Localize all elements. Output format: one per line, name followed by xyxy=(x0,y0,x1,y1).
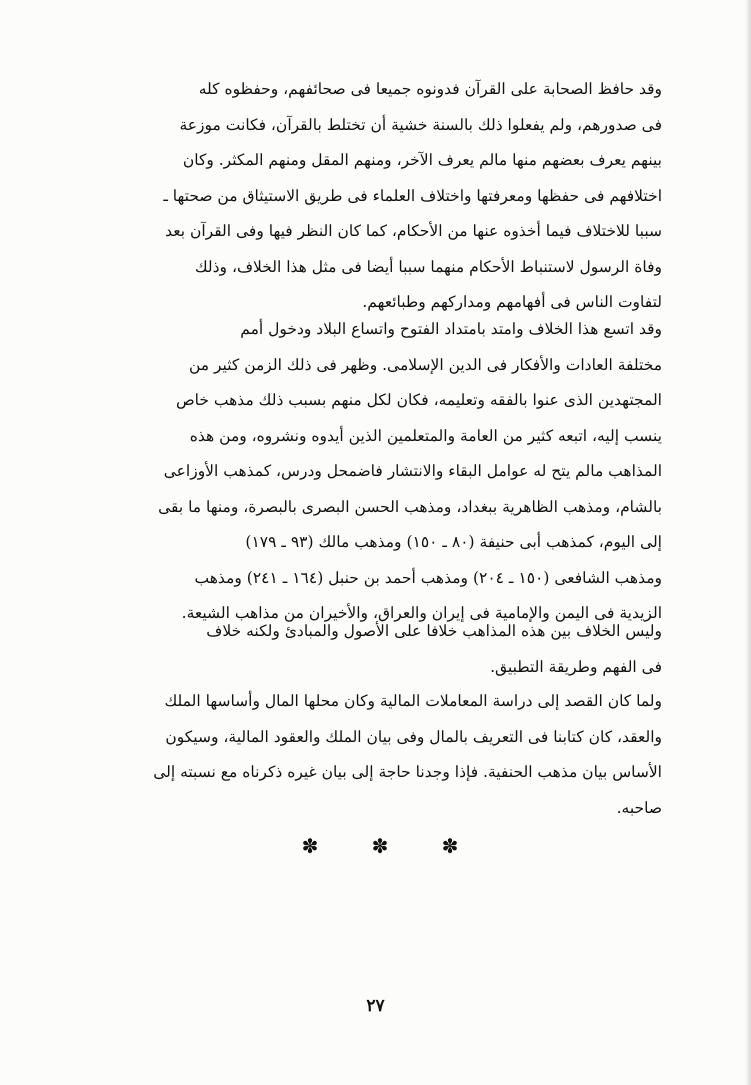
text-line: وليس الخلاف بين هذه المذاهب خلافا على الأصول والمبادئ ولكنه خلاف xyxy=(206,622,662,640)
text-line: والعقد، كان كتابنا فى التعريف بالمال وفى بيان الملك والعقود المالية، وسيكون xyxy=(165,727,662,746)
text-line: المذاهب مالم يتح له عوامل البقاء والانتشار فاضمحل ودرس، كمذهب الأوزاعى xyxy=(163,462,662,480)
paragraph-3 xyxy=(96,614,662,685)
text-line: الأساس بيان مذهب الحنفية. فإذا وجدنا حاجة إلى بيان غيره ذكرناه مع نسبته إلى xyxy=(153,763,662,781)
asterisk-ornament-icon: ✽ xyxy=(301,834,319,858)
text-line: صاحبه. xyxy=(616,798,662,817)
paragraph-4 xyxy=(96,684,662,826)
text-line: ولما كان القصد إلى دراسة المعاملات المالية وكان محلها المال وأساسها الملك xyxy=(164,692,662,710)
text-line: وفاة الرسول لاستنباط الأحكام منهما سببا أيضا فى مثل هذا الخلاف، وذلك xyxy=(194,257,662,276)
text-line: وقد حافظ الصحابة على القرآن فدونوه جميعا فى صحائفهم، وحفظوه كله xyxy=(198,80,662,98)
asterisk-ornament-icon: ✽ xyxy=(441,834,459,858)
text-line: إلى اليوم، كمذهب أبى حنيفة (٨٠ ـ ١٥٠) ومذهب مالك (٩٣ ـ ١٧٩) xyxy=(245,533,662,551)
text-line: ينسب إليه، اتبعه كثير من العامة والمتعلمين الذين أيدوه ونشروه، ومن هذه xyxy=(189,426,662,445)
paragraph-1 xyxy=(96,72,662,321)
text-line: فى صدورهم، ولم يفعلوا ذلك بالسنة خشية أن تختلط بالقرآن، فكانت موزعة xyxy=(179,115,662,134)
text-line: اختلافهم فى حفظها ومعرفتها واختلاف العلماء فى طريق الاستيثاق من صحتها ـ xyxy=(163,186,662,205)
page-number: ٢٧ xyxy=(366,996,385,1016)
text-line: سببا للاختلاف فيما أخذوه عنها من الأحكام، كما كان النظر فيها وفى القرآن بعد xyxy=(165,222,662,240)
text-line: لتفاوت الناس فى أفهامهم ومداركهم وطبائعهم. xyxy=(362,293,662,311)
asterisk-ornament-icon: ✽ xyxy=(371,834,389,858)
paragraph-2 xyxy=(96,312,662,632)
section-divider xyxy=(300,834,460,858)
text-line: مختلفة العادات والأفكار فى الدين الإسلامى. وظهر فى ذلك الزمن كثير من xyxy=(188,355,662,374)
text-line: ومذهب الشافعى (١٥٠ ـ ٢٠٤) ومذهب أحمد بن حنبل (١٦٤ ـ ٢٤١) ومذهب xyxy=(194,568,662,587)
text-line: الزيدية فى اليمن والإمامية فى إيران والعراق، والأخيران من مذاهب الشيعة. xyxy=(181,604,662,622)
scan-edge-shadow xyxy=(745,0,751,1085)
text-line: بينهم يعرف بعضهم منها مالم يعرف الآخر، ومنهم المقل ومنهم المكثر. وكان xyxy=(182,151,662,169)
text-line: المجتهدين الذى عنوا بالفقه وتعليمه، فكان لكل منهم بسبب ذلك مذهب خاص xyxy=(175,391,662,409)
text-line: فى الفهم وطريقة التطبيق. xyxy=(490,657,662,676)
text-line: وقد اتسع هذا الخلاف وامتد بامتداد الفتوح واتساع البلاد ودخول أمم xyxy=(240,320,662,338)
text-line: بالشام، ومذهب الظاهرية ببغداد، ومذهب الحسن البصرى بالبصرة، ومنها ما بقى xyxy=(158,497,662,516)
